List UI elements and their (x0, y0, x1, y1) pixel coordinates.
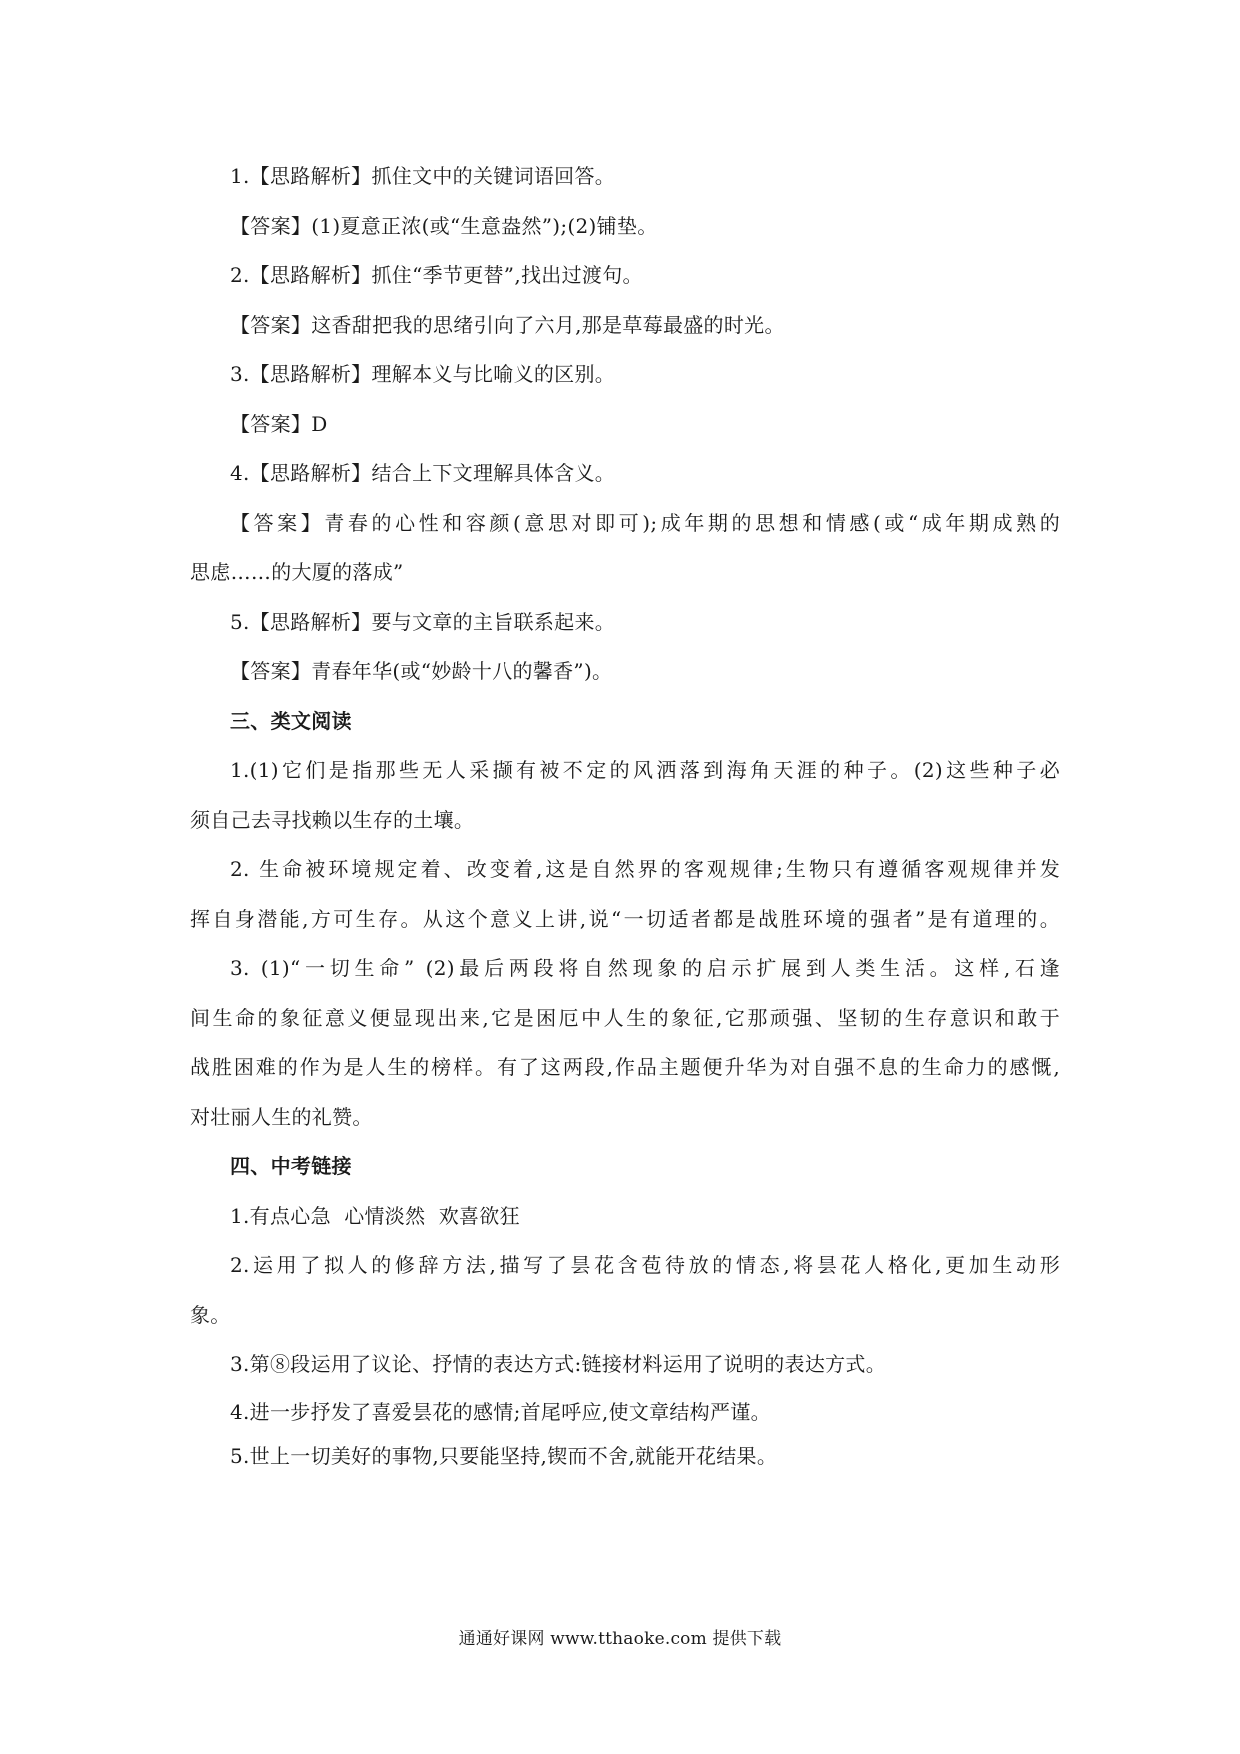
analysis-5: 5.【思路解析】要与文章的主旨联系起来。 (230, 609, 616, 634)
section3-item1-line-2: 须自己去寻找赖以生存的土壤。 (190, 807, 475, 832)
answer-2: 【答案】这香甜把我的思绪引向了六月,那是草莓最盛的时光。 (230, 312, 785, 337)
answer-1: 【答案】(1)夏意正浓(或“生意盎然”);(2)铺垫。 (230, 213, 658, 238)
answer-4-line-2: 思虑……的大厦的落成” (190, 560, 404, 584)
answer-5: 【答案】青春年华(或“妙龄十八的馨香”)。 (230, 659, 613, 683)
footer-source: 通通好课网 www.tthaoke.com 提供下载 (458, 1629, 782, 1649)
analysis-2: 2.【思路解析】抓住“季节更替”,找出过渡句。 (230, 263, 643, 287)
analysis-4: 4.【思路解析】结合上下文理解具体含义。 (230, 461, 616, 485)
section-heading-3: 三、类文阅读 (230, 708, 352, 733)
section3-item1-line-1: 1.(1)它们是指那些无人采撷有被不定的风洒落到海角天涯的种子。(2)这些种子必 (230, 758, 1060, 782)
section4-item2-line-1: 2.运用了拟人的修辞方法,描写了昙花含苞待放的情态,将昙花人格化,更加生动形 (230, 1253, 1060, 1277)
section4-item1: 1.有点心急 心情淡然 欢喜欲狂 (230, 1203, 520, 1228)
section4-item3: 3.第⑧段运用了议论、抒情的表达方式:链接材料运用了说明的表达方式。 (230, 1352, 887, 1376)
section3-item3-line-4: 对壮丽人生的礼赞。 (190, 1104, 373, 1129)
section3-item3-line-3: 战胜困难的作为是人生的榜样。有了这两段,作品主题便升华为对自强不息的生命力的感慨, (190, 1055, 1060, 1079)
section3-item3-line-2: 间生命的象征意义便显现出来,它是困厄中人生的象征,它那顽强、坚韧的生存意识和敢于 (190, 1005, 1060, 1030)
analysis-1: 1.【思路解析】抓住文中的关键词语回答。 (230, 164, 616, 188)
answer-3: 【答案】D (230, 411, 328, 436)
answer-content (190, 152, 1060, 1478)
section4-item4: 4.进一步抒发了喜爱昙花的感情;首尾呼应,使文章结构严谨。 (230, 1399, 771, 1424)
section3-item3-line-1: 3. (1)“一切生命” (2)最后两段将自然现象的启示扩展到人类生活。这样,石逢 (230, 956, 1060, 980)
section3-item2-line-1: 2. 生命被环境规定着、改变着,这是自然界的客观规律;生物只有遵循客观规律并发 (230, 857, 1060, 881)
answer-4-line-1: 【答案】青春的心性和容颜(意思对即可);成年期的思想和情感(或“成年期成熟的 (230, 510, 1060, 535)
analysis-3: 3.【思路解析】理解本义与比喻义的区别。 (230, 362, 616, 386)
section3-item2-line-2: 挥自身潜能,方可生存。从这个意义上讲,说“一切适者都是战胜环境的强者”是有道理的。 (190, 906, 1060, 931)
section-heading-4: 四、中考链接 (230, 1154, 352, 1178)
section4-item5: 5.世上一切美好的事物,只要能坚持,锲而不舍,就能开花结果。 (230, 1443, 778, 1468)
section4-item2-line-2: 象。 (190, 1302, 231, 1327)
